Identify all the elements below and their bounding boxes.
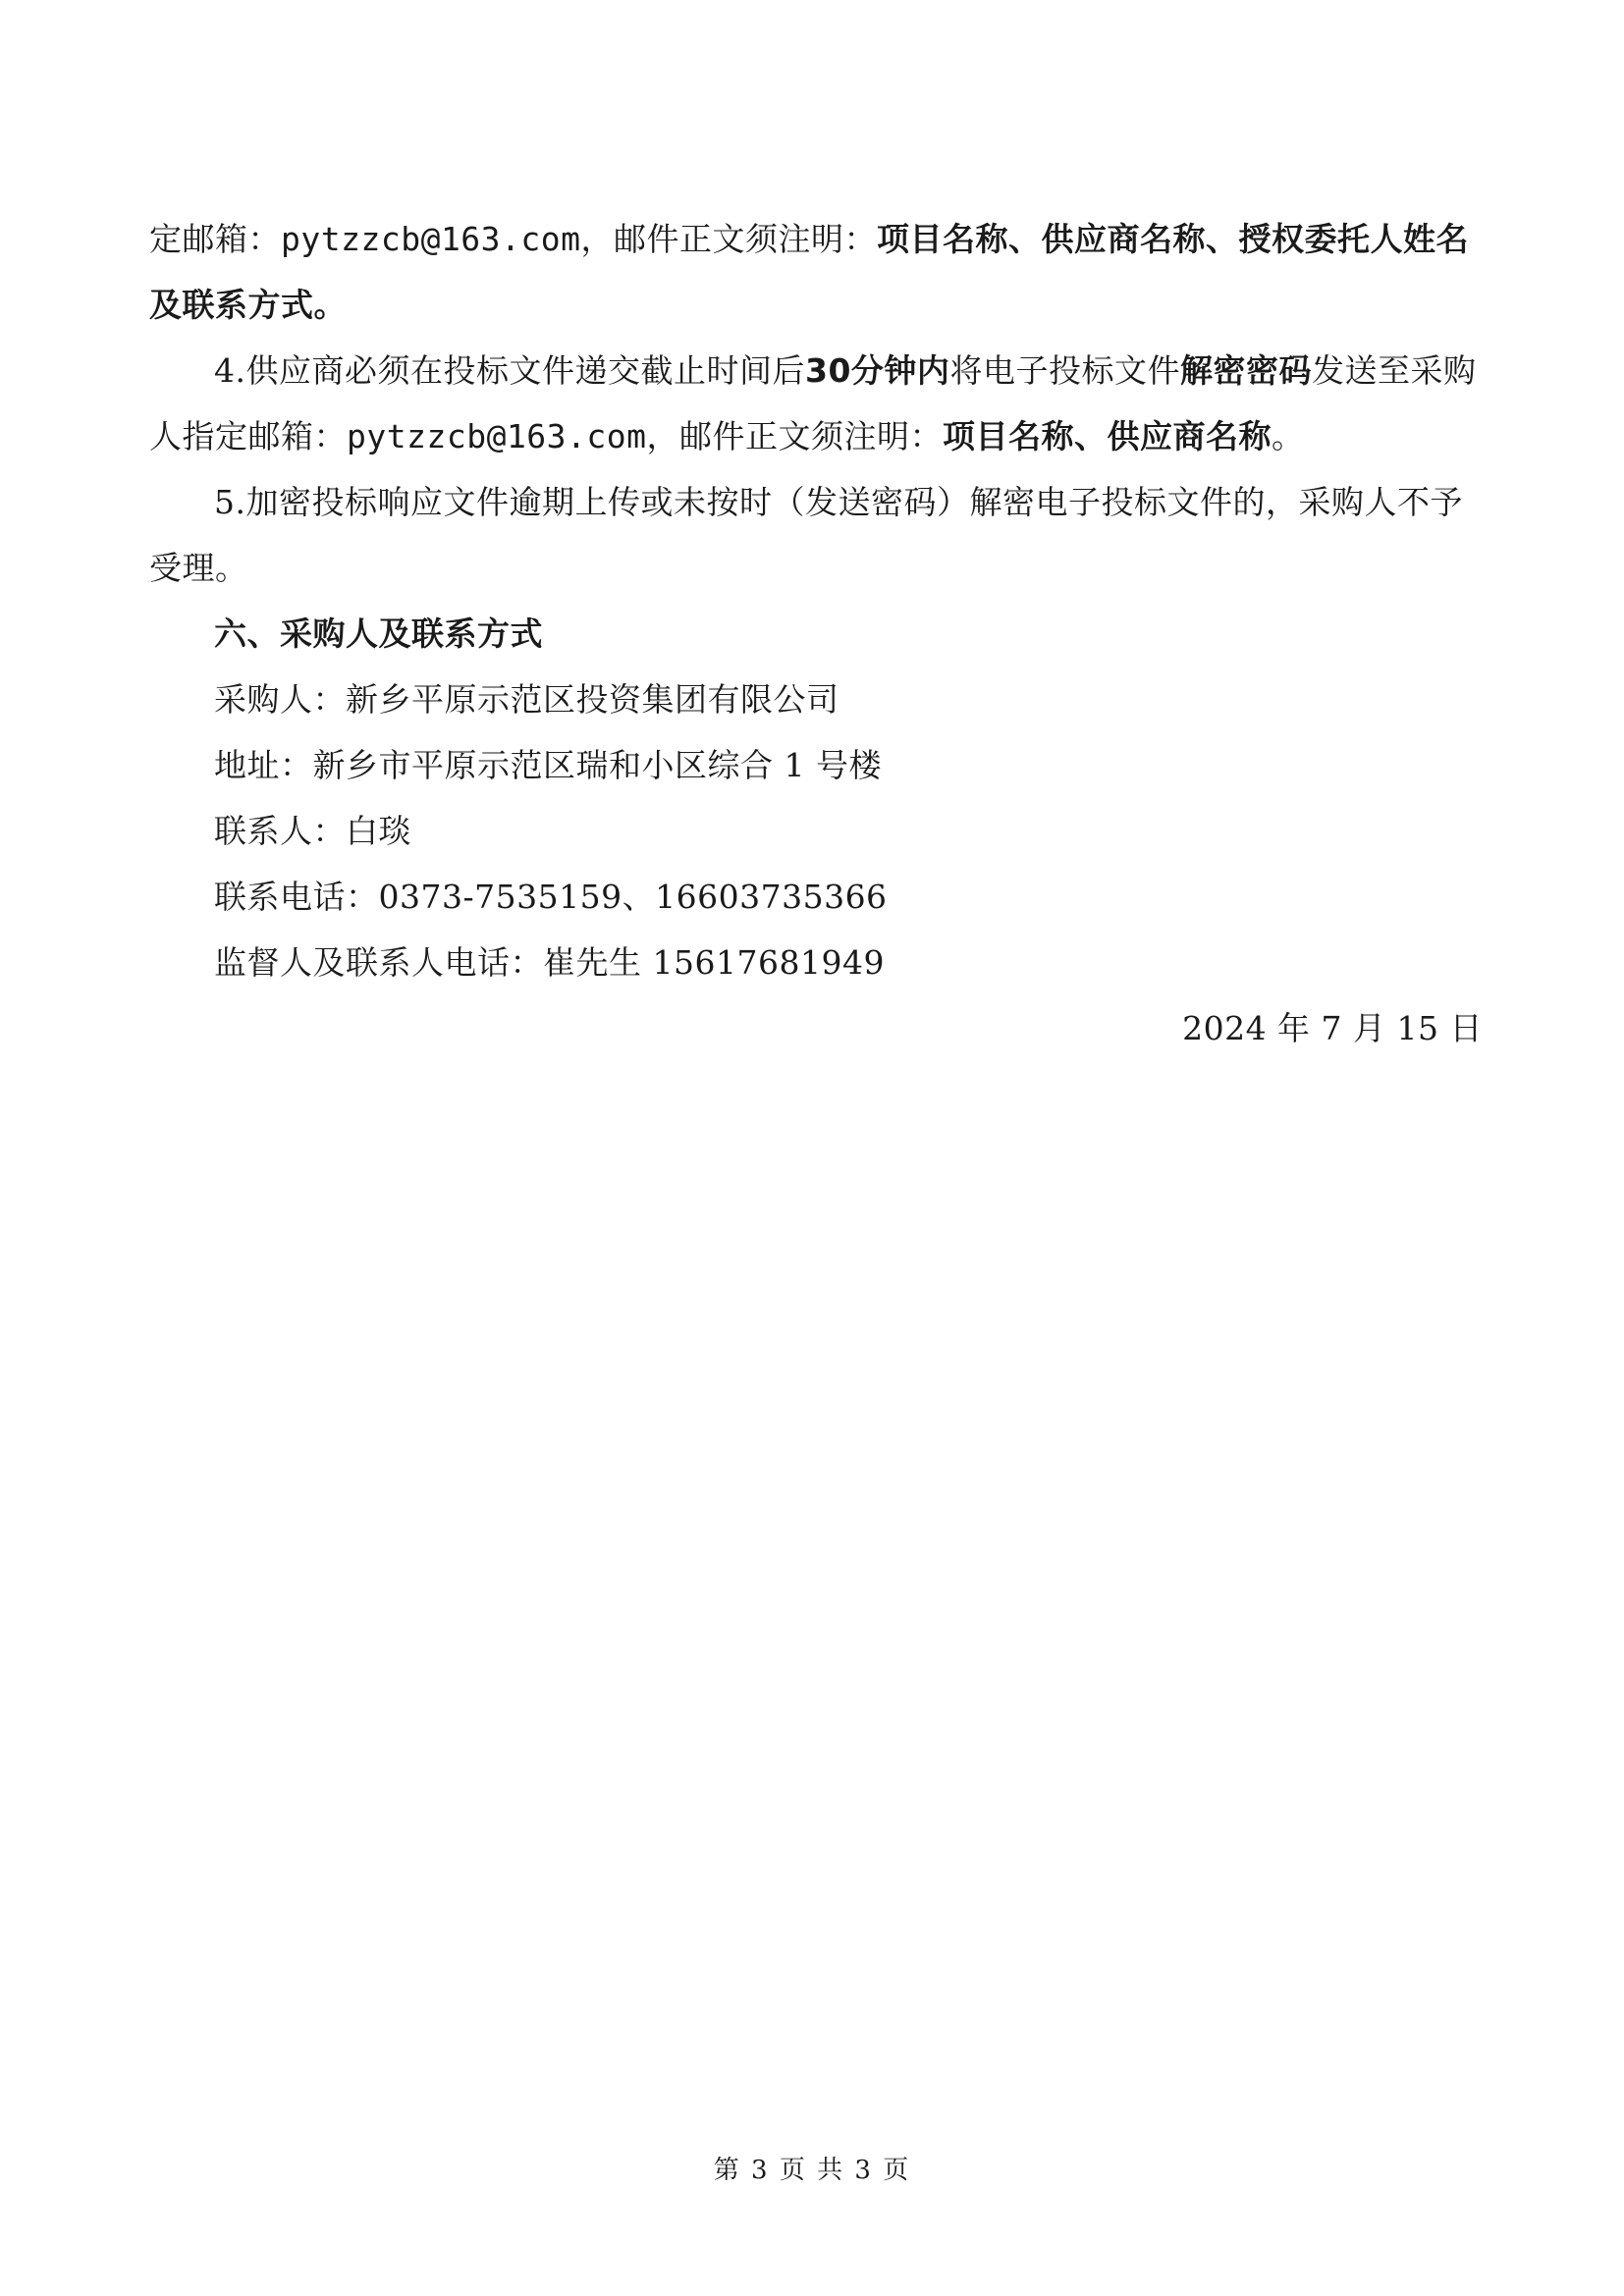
p4-bold-note: 项目名称、供应商名称 <box>943 417 1272 455</box>
document-date: 2024 年 7 月 15 日 <box>1182 1009 1483 1047</box>
paragraph-4-password-deadline <box>149 338 1483 469</box>
p4-middle: 将电子投标文件 <box>949 351 1180 390</box>
supervisor-line: 监督人及联系人电话：崔先生 15617681949 <box>214 943 885 982</box>
p4-prefix: 4.供应商必须在投标文件递交截止时间后 <box>214 351 805 390</box>
paragraph-email-continuation <box>149 206 1483 338</box>
p5-text: 5.加密投标响应文件逾期上传或未按时（发送密码）解密电子投标文件的，采购人不予受理。 <box>149 483 1463 587</box>
p1-email: pytzzcb@163.com <box>281 220 581 258</box>
p4-end: 。 <box>1272 417 1305 455</box>
p4-bold-password: 解密密码 <box>1179 351 1312 390</box>
p4-suffix: 发送至采购人指定邮箱： <box>149 351 1477 455</box>
address-line: 地址：新乡市平原示范区瑞和小区综合 1 号楼 <box>214 746 882 784</box>
p1-prefix: 定邮箱： <box>149 220 281 258</box>
contact-person-line: 联系人：白琰 <box>214 812 411 850</box>
contact-phone-line: 联系电话：0373-7535159、16603735366 <box>214 878 888 916</box>
p1-bold-note: 项目名称、供应商名称、授权委托人姓名及联系方式。 <box>149 220 1470 324</box>
p4-middle2: ，邮件正文须注明： <box>646 417 944 455</box>
paragraph-5-late-submission <box>149 469 1483 601</box>
p4-bold-time: 30分钟内 <box>805 351 950 390</box>
p1-middle: ，邮件正文须注明： <box>580 220 878 258</box>
section-6-heading: 六、采购人及联系方式 <box>214 614 543 653</box>
p4-email: pytzzcb@163.com <box>347 417 647 455</box>
page-footer: 第 3 页 共 3 页 <box>713 2156 911 2185</box>
buyer-line: 采购人：新乡平原示范区投资集团有限公司 <box>214 680 839 719</box>
